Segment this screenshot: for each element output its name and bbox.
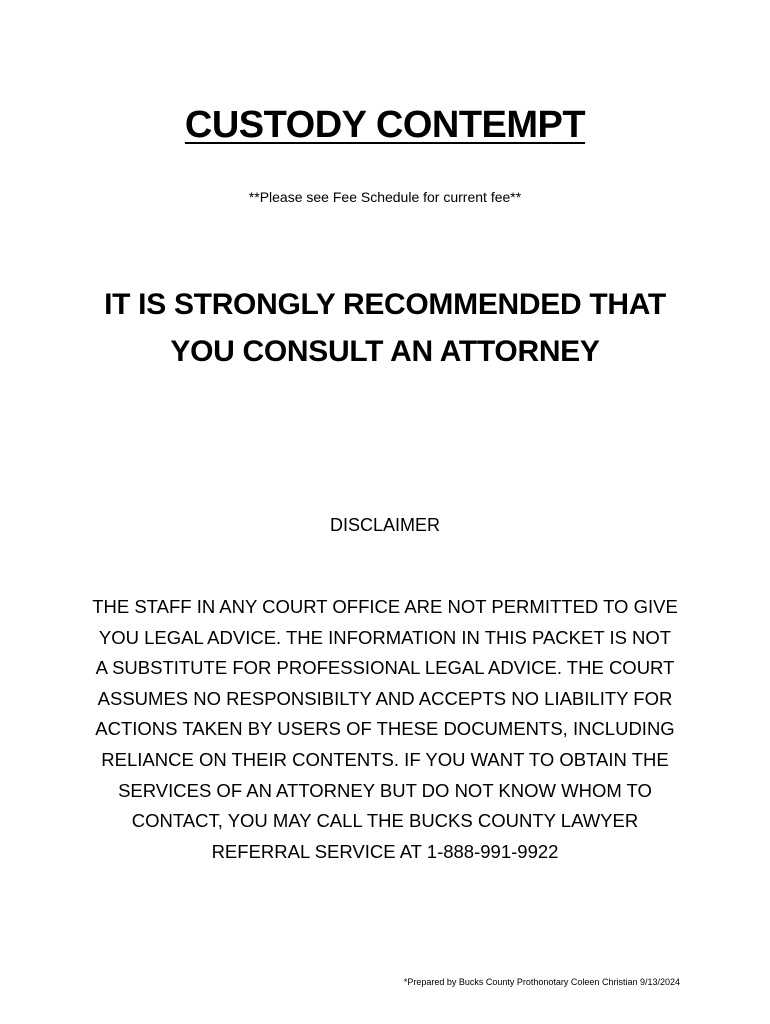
disclaimer-line: ASSUMES NO RESPONSIBILTY AND ACCEPTS NO LIABILITY FOR <box>97 687 673 709</box>
disclaimer-line: YOU LEGAL ADVICE. THE INFORMATION IN THIS PACKET IS NOT <box>98 626 672 648</box>
document-title-block <box>0 100 770 150</box>
disclaimer-line: ACTIONS TAKEN BY USERS OF THESE DOCUMENTS, INCLUDING <box>95 718 675 740</box>
attorney-recommendation <box>0 281 770 375</box>
disclaimer-line: THE STAFF IN ANY COURT OFFICE ARE NOT PERMITTED TO GIVE <box>92 596 678 617</box>
disclaimer-line: A SUBSTITUTE FOR PROFESSIONAL LEGAL ADVICE. THE COURT <box>95 657 675 679</box>
prepared-by-footer: *Prepared by Bucks County Prothonotary Coleen Christian 9/13/2024 <box>403 977 680 987</box>
document-title: CUSTODY CONTEMPT <box>184 104 586 146</box>
recommendation-line: IT IS STRONGLY RECOMMENDED THAT <box>104 288 666 321</box>
disclaimer-heading: DISCLAIMER <box>329 515 441 535</box>
fee-schedule-note: **Please see Fee Schedule for current fee** <box>248 189 522 205</box>
disclaimer-line: CONTACT, YOU MAY CALL THE BUCKS COUNTY LAWYER <box>131 810 639 832</box>
disclaimer-line: RELIANCE ON THEIR CONTENTS. IF YOU WANT TO OBTAIN THE <box>101 748 669 770</box>
recommendation-line: YOU CONSULT AN ATTORNEY <box>170 335 600 368</box>
disclaimer-line: REFERRAL SERVICE AT 1-888-991-9922 <box>211 840 559 862</box>
disclaimer-line: SERVICES OF AN ATTORNEY BUT DO NOT KNOW WHOM TO <box>118 779 652 801</box>
disclaimer-body <box>0 592 770 867</box>
